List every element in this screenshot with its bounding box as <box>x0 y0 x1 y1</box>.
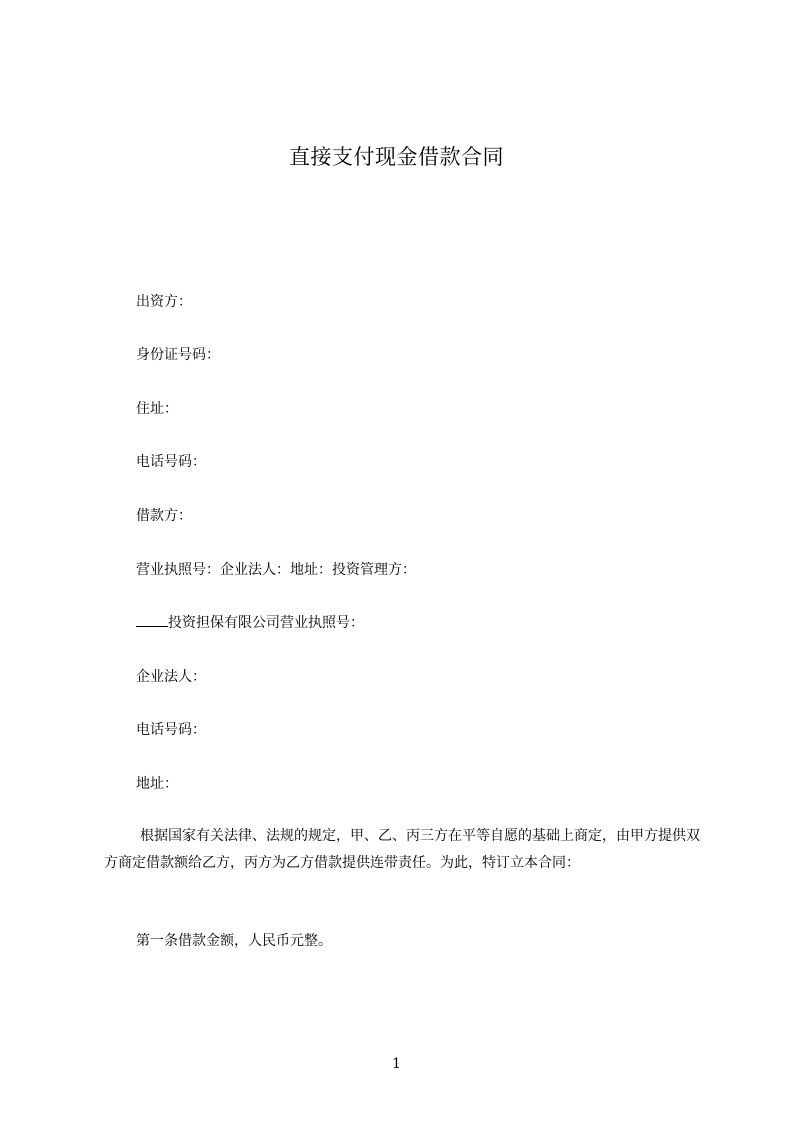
borrower-field: 借款方： <box>136 508 192 524</box>
address-field: 住址： <box>136 401 178 417</box>
document-title: 直接支付现金借款合同 <box>289 145 504 169</box>
legal-person-field: 企业法人： <box>136 669 206 685</box>
article-1: 第一条借款金额，人民币元整。 <box>136 933 332 949</box>
page-number: 1 <box>392 1056 401 1072</box>
address-field-2: 地址： <box>136 776 178 792</box>
guarantor-suffix: 投资担保有限公司营业执照号： <box>168 615 364 631</box>
guarantor-line <box>136 613 364 633</box>
phone-field-2: 电话号码： <box>136 722 206 738</box>
preamble-paragraph: 根据国家有关法律、法规的规定，甲、乙、丙三方在平等自愿的基础上商定，由甲方提供双方商定借款额给乙方，丙方为乙方借款提供连带责任。为此，特订立本合同： <box>104 828 700 871</box>
phone-field: 电话号码： <box>136 454 206 470</box>
guarantor-name-blank <box>136 613 168 627</box>
id-number-field: 身份证号码： <box>136 347 220 363</box>
lender-field: 出资方： <box>136 294 192 310</box>
license-line-field: 营业执照号：企业法人：地址：投资管理方： <box>136 562 416 578</box>
